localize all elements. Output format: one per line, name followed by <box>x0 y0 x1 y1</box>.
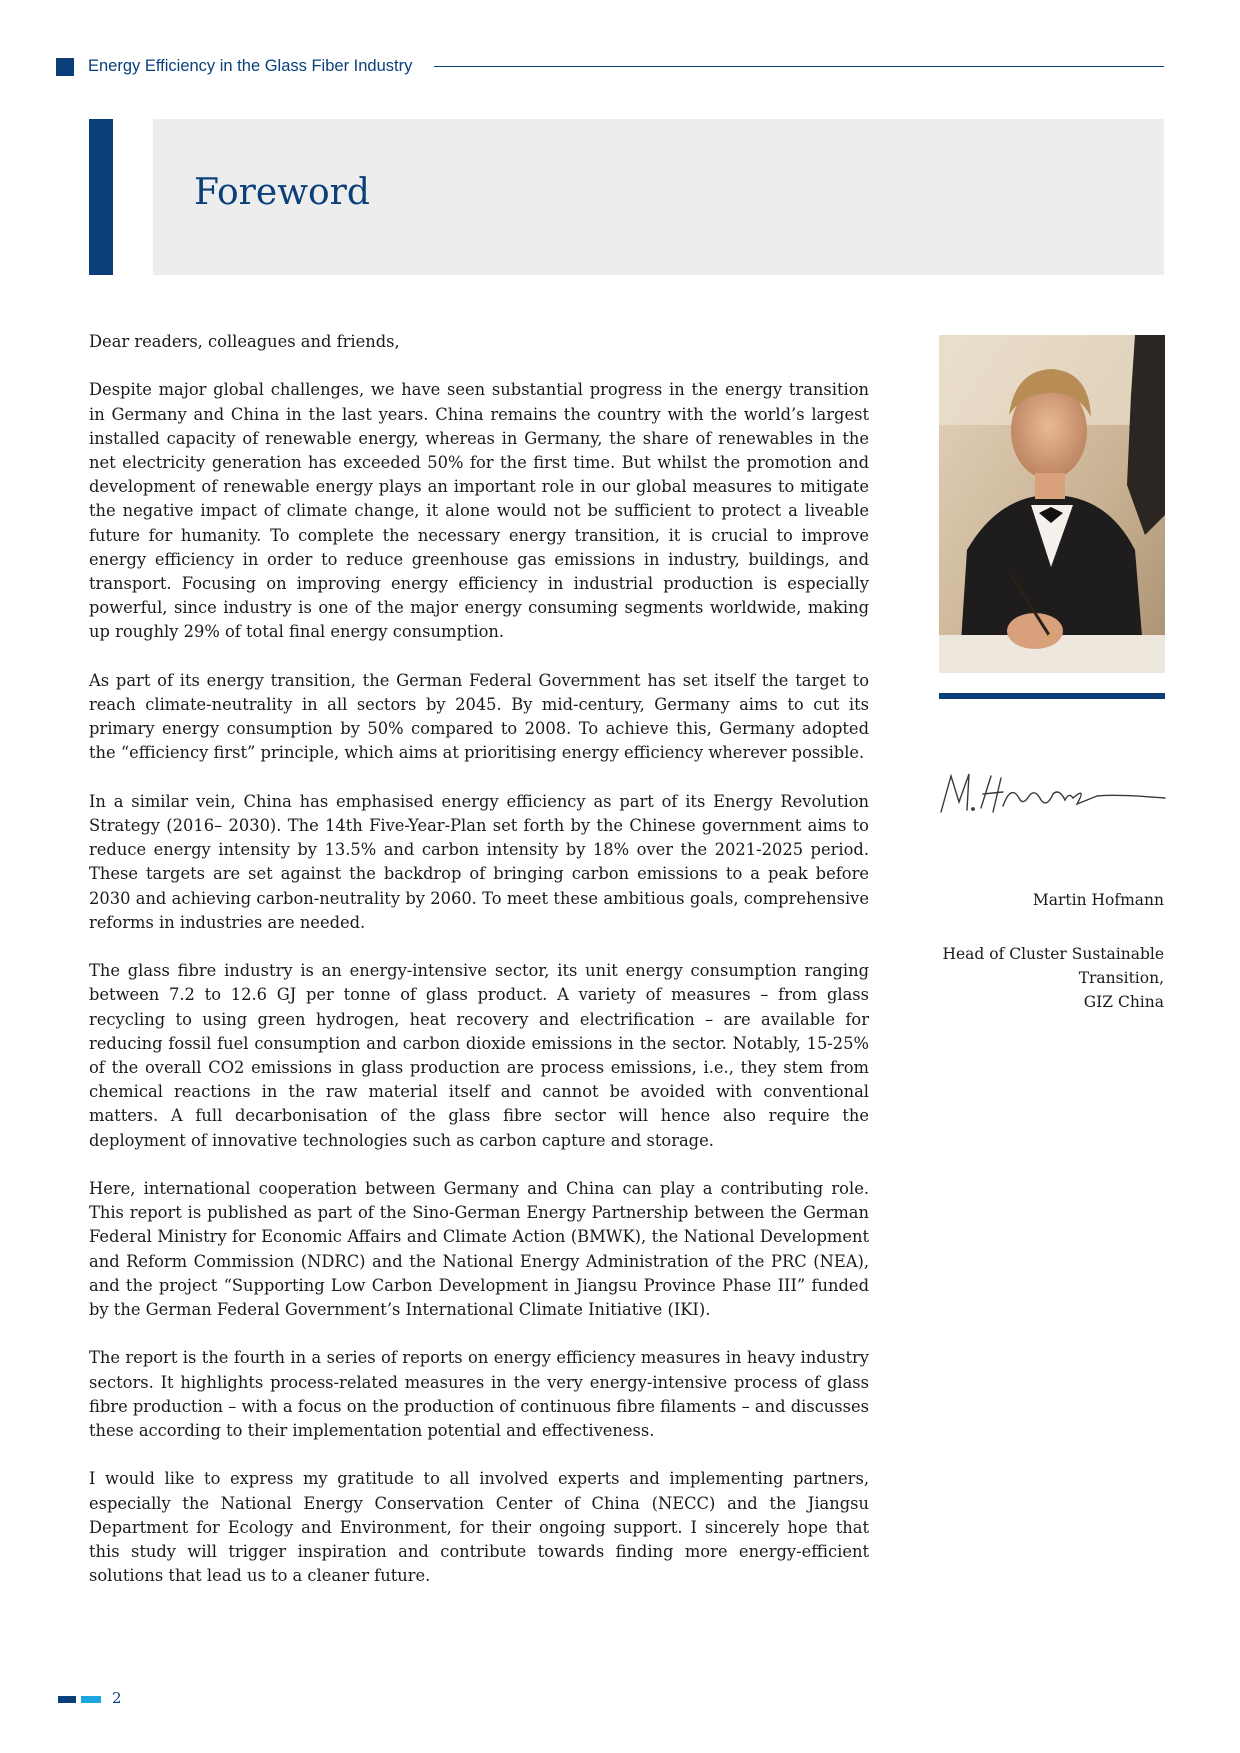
paragraph: I would like to express my gratitude to all involved experts and implementing partners, especially the National Energy Conservation Center of China (NECC) and the Jiangsu Department for Ecology and Environment, for their ongoing support. I sincerely hope that this study will trigger inspiration and contribute towards finding more energy-efficient solutions that lead us to a cleaner future. <box>89 1469 869 1586</box>
signatory-name: Martin Hofmann <box>1032 891 1164 909</box>
paragraph: The glass fibre industry is an energy-intensive sector, its unit energy consumption ranging between 7.2 to 12.6 GJ per tonne of glass product. A variety of measures – from glass recycling to using green hydrogen, heat recovery and electrification – are available for reducing fossil fuel consumption and carbon dioxide emissions in the sector. Notably, 15-25% of the overall CO2 emissions in glass production are process emissions, i.e., they stem from chemical reactions in the raw material itself and cannot be avoided with conventional matters. A full decarbonisation of the glass fibre sector will hence also require the deployment of innovative technologies such as carbon capture and storage. <box>89 961 869 1150</box>
signatory-role <box>924 942 1164 1015</box>
page-number: 2 <box>112 1689 122 1707</box>
foreword-accent-bar <box>89 119 113 275</box>
page-title: Foreword <box>194 172 370 213</box>
header-rule <box>434 66 1164 67</box>
header-accent-square <box>56 58 74 76</box>
paragraph: Despite major global challenges, we have seen substantial progress in the energy transition in Germany and China in the last years. China remains the country with the world’s largest installed capacity of renewable energy, whereas in Germany, the share of renewables in the net electricity generation has exceeded 50% for the first time. But whilst the promotion and development of renewable energy plays an important role in our global measures to mitigate the negative impact of climate change, it alone would not be sufficient to protect a liveable future for humanity. To complete the necessary energy transition, it is crucial to improve energy efficiency in order to reduce greenhouse gas emissions in industry, buildings, and transport. Focusing on improving energy efficiency in industrial production is especially powerful, since industry is one of the major energy consuming segments worldwide, making up roughly 29% of total final energy consumption. <box>89 380 869 642</box>
signatory-role-line: GIZ China <box>1083 993 1164 1012</box>
page-marker-light <box>81 1696 101 1703</box>
foreword-body <box>89 330 869 1613</box>
paragraph: In a similar vein, China has emphasised energy efficiency as part of its Energy Revolution Strategy (2016– 2030). The 14th Five-Year-Plan set forth by the Chinese government aims to reduce energy intensity by 13.5% and carbon intensity by 18% over the 2021-2025 period. These targets are set against the backdrop of bringing carbon emissions to a peak before 2030 and achieving carbon-neutrality by 2060. To meet these ambitious goals, comprehensive reforms in industries are needed. <box>89 791 869 932</box>
page-marker-dark <box>58 1696 76 1703</box>
signatory-role-line: Transition, <box>1078 969 1164 988</box>
paragraph: The report is the fourth in a series of reports on energy efficiency measures in heavy industry sectors. It highlights process-related measures in the very energy-intensive process of glass fibre production – with a focus on the production of continuous fibre filaments – and discusses these according to their implementation potential and effectiveness. <box>89 1348 869 1441</box>
portrait-photo <box>939 335 1165 673</box>
paragraph: As part of its energy transition, the German Federal Government has set itself the target to reach climate-neutrality in all sectors by 2045. By mid-century, Germany aims to cut its primary energy consumption by 50% compared to 2008. To achieve this, Germany adopted the “efficiency first” principle, which aims at prioritising energy efficiency wherever possible. <box>89 670 869 763</box>
paragraph: Here, international cooperation between Germany and China can play a contributing role. This report is published as part of the Sino-German Energy Partnership between the German Federal Ministry for Economic Affairs and Climate Action (BMWK), the National Development and Reform Commission (NDRC) and the National Energy Administration of the PRC (NEA), and the project “Supporting Low Carbon Development in Jiangsu Province Phase III” funded by the German Federal Government’s International Climate Initiative (IKI). <box>89 1179 869 1320</box>
signature-image <box>937 762 1167 822</box>
photo-rule <box>939 693 1165 699</box>
signatory-role-line: Head of Cluster Sustainable <box>942 945 1164 963</box>
greeting: Dear readers, colleagues and friends, <box>89 332 400 351</box>
running-header-title: Energy Efficiency in the Glass Fiber Industry <box>88 57 413 75</box>
